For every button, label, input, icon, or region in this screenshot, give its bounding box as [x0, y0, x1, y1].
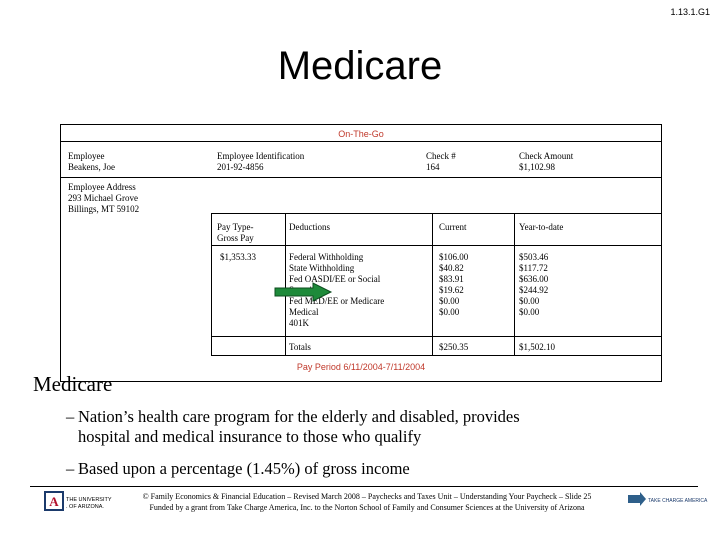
- bullet-item: [66, 407, 698, 447]
- ytd-value: $503.46: [519, 252, 549, 262]
- ytd-value: $0.00: [519, 296, 540, 306]
- divider: [61, 141, 661, 142]
- check-number-label: Check #: [426, 151, 456, 161]
- pay-period: Pay Period 6/11/2004-7/11/2004: [296, 362, 426, 372]
- bullet-text: Nation’s health care program for the elderly and disabled, provides: [78, 407, 520, 426]
- tca-arrow-icon: [628, 492, 646, 506]
- gross-pay-value: $1,353.33: [220, 252, 256, 262]
- footer-line-2: Funded by a grant from Take Charge America, Inc. to the Norton School of Family and Consumer Sciences at the University of Arizona: [149, 503, 585, 512]
- current-value: $83.91: [439, 274, 464, 284]
- table-border: [211, 213, 661, 214]
- current-value: $19.62: [439, 285, 464, 295]
- ytd-value: $244.92: [519, 285, 549, 295]
- deduction-row: Medical: [289, 307, 319, 317]
- deduction-row: 401K: [289, 318, 309, 328]
- deduction-row: State Withholding: [289, 263, 355, 273]
- take-charge-america-logo: [626, 491, 708, 511]
- footer-text: [112, 491, 622, 513]
- tca-logo-text: TAKE CHARGE AMERICA: [648, 498, 708, 504]
- ytd-value: $0.00: [519, 307, 540, 317]
- bullet-text: hospital and medical insurance to those who qualify: [78, 427, 422, 446]
- company-name: On-The-Go: [338, 129, 384, 139]
- check-amount-value: $1,102.98: [519, 162, 555, 172]
- deduction-row: Fed OASDI/EE or Social: [289, 274, 381, 284]
- totals-label: Totals: [289, 342, 311, 352]
- slide-title: Medicare: [277, 44, 443, 88]
- employee-label: Employee: [68, 151, 105, 161]
- table-border: [211, 336, 661, 337]
- check-stub: [60, 124, 662, 382]
- current-value: $106.00: [439, 252, 469, 262]
- arrow-right-icon: [275, 283, 331, 301]
- gross-pay-header: Gross Pay: [217, 233, 254, 243]
- footer-divider: [30, 486, 698, 487]
- slide-code: 1.13.1.G1: [670, 7, 710, 17]
- address-line-2: Billings, MT 59102: [68, 204, 140, 214]
- divider: [61, 177, 661, 178]
- current-column: [439, 252, 468, 318]
- table-border: [211, 245, 661, 246]
- employee-id-label: Employee Identification: [217, 151, 305, 161]
- deductions-header: Deductions: [289, 222, 330, 232]
- employee-id-value: 201-92-4856: [217, 162, 264, 172]
- bullet-item: [66, 459, 698, 479]
- bullet-text: Based upon a percentage (1.45%) of gross income: [78, 459, 410, 478]
- ytd-header: Year-to-date: [519, 222, 564, 232]
- current-value: $40.82: [439, 263, 464, 273]
- ytd-value: $636.00: [519, 274, 549, 284]
- section-heading: Medicare: [33, 372, 113, 396]
- bullet-dash: –: [66, 459, 75, 478]
- university-logo: [44, 490, 110, 514]
- deduction-row: Federal Withholding: [289, 252, 364, 262]
- employee-name: Beakens, Joe: [68, 162, 115, 172]
- check-amount-label: Check Amount: [519, 151, 574, 161]
- current-header: Current: [439, 222, 467, 232]
- ua-logo-line2: . OF ARIZONA.: [66, 504, 104, 510]
- current-value: $0.00: [439, 307, 460, 317]
- pay-type-header: Pay Type-: [217, 222, 254, 232]
- ytd-column: [519, 252, 548, 318]
- table-border: [211, 355, 661, 356]
- address-label: Employee Address: [68, 182, 136, 192]
- totals-ytd: $1,502.10: [519, 342, 555, 352]
- ua-monogram: A: [49, 494, 59, 509]
- table-border: [514, 213, 515, 355]
- ua-logo-line1: THE UNIVERSITY: [66, 497, 112, 503]
- current-value: $0.00: [439, 296, 460, 306]
- table-border: [211, 213, 212, 355]
- address-line-1: 293 Michael Grove: [68, 193, 138, 203]
- footer-line-1: © Family Economics & Financial Education – Revised March 2008 – Paychecks and Taxes Unit – Understanding Your Paycheck – Slide 25: [142, 492, 592, 501]
- deduction-row: Fed MED/EE or Medicare: [289, 296, 385, 306]
- table-border: [432, 213, 433, 355]
- totals-current: $250.35: [439, 342, 469, 352]
- ytd-value: $117.72: [519, 263, 548, 273]
- check-number-value: 164: [426, 162, 440, 172]
- bullet-dash: –: [66, 407, 75, 426]
